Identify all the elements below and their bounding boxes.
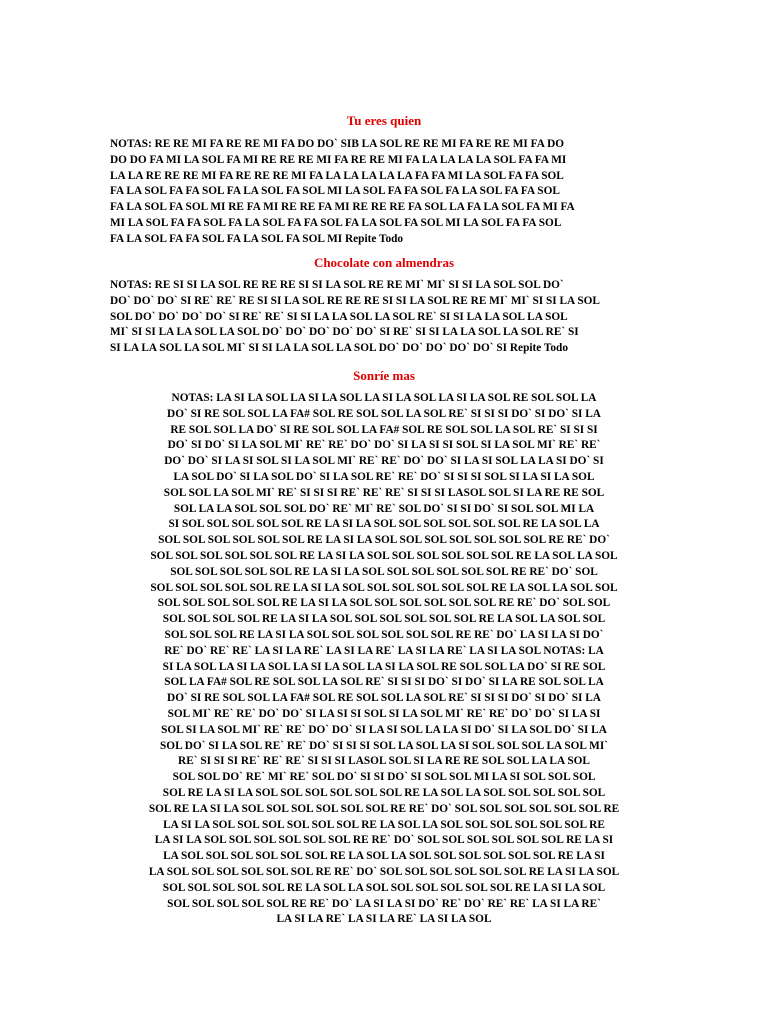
notes-line: DO` SI DO` SI LA SOL MI` RE` RE` DO` DO` SI LA SI SI SOL SI LA SOL MI` RE` RE`: [167, 439, 601, 452]
notes-line: SOL SOL SOL SOL SOL RE RE` DO` LA SI LA SI DO` RE` DO` RE` RE` LA SI LA RE`: [167, 897, 601, 910]
notes-line: SOL RE LA SI LA SOL SOL SOL SOL SOL SOL RE LA SOL LA SOL SOL SOL SOL SOL: [162, 786, 606, 799]
notes-line: FA LA SOL FA FA SOL FA LA SOL FA SOL MI LA SOL FA FA SOL FA LA SOL FA FA SOL: [110, 185, 560, 198]
notes-line: SI LA LA SOL LA SOL MI` SI SI LA LA SOL LA SOL DO` DO` DO` DO` DO` SI Repite Todo: [110, 342, 568, 355]
notes-line: DO` DO` DO` SI RE` RE` RE SI SI LA SOL RE RE RE SI SI LA SOL RE RE MI` MI` SI SI LA SOL: [110, 294, 600, 307]
song-title-tu-eres-quien: Tu eres quien: [346, 113, 422, 128]
notes-line: LA SI LA SOL SOL SOL SOL SOL SOL RE RE` DO` SOL SOL SOL SOL SOL SOL RE LA SI: [154, 834, 614, 847]
notes-line: LA SOL SOL SOL SOL SOL SOL RE RE` DO` SOL SOL SOL SOL SOL SOL RE LA SI LA SOL: [148, 865, 620, 878]
notes-line: LA SI LA SOL SOL SOL SOL SOL SOL RE LA SOL LA SOL SOL SOL SOL SOL SOL RE: [163, 818, 605, 831]
notes-line: DO` SI RE SOL SOL LA FA# SOL RE SOL SOL LA SOL RE` SI SI SI DO` SI DO` SI LA: [167, 407, 601, 420]
notes-line: SOL SOL LA SOL MI` RE` SI SI SI RE` RE` RE` SI SI SI LASOL SOL SI LA RE RE SOL: [163, 486, 605, 499]
notes-line: SOL DO` SI LA SOL RE` RE` DO` SI SI SI SOL LA SOL LA SI SOL SOL SOL LA SOL MI`: [160, 739, 608, 752]
notes-line: SOL DO` DO` DO` DO` SI RE` RE` SI SI LA LA SOL LA SOL RE` SI SI LA LA SOL LA SOL: [110, 310, 568, 323]
notes-line: LA SOL DO` SI LA SOL DO` SI LA SOL RE` RE` DO` SI SI SI SOL SI LA SI LA SOL: [173, 470, 595, 483]
notes-line: SOL SOL DO` RE` MI` RE` SOL DO` SI SI DO` SI SOL SOL MI LA SI SOL SOL SOL: [172, 771, 596, 784]
notes-line: FA LA SOL FA SOL MI RE FA MI RE RE FA MI RE RE RE FA SOL LA FA LA SOL FA MI FA: [110, 201, 575, 214]
notes-line: LA SOL SOL SOL SOL SOL SOL RE LA SOL LA SOL SOL SOL SOL SOL SOL RE LA SI: [163, 850, 605, 863]
notes-line: NOTAS: LA SI LA SOL LA SI LA SOL LA SI LA SOL LA SI LA SOL RE SOL SOL LA: [171, 392, 597, 404]
notes-line: FA LA SOL FA FA SOL FA LA SOL FA SOL MI Repite Todo: [110, 232, 404, 245]
notes-line: SOL LA FA# SOL RE SOL SOL LA SOL RE` SI SI SI DO` SI DO` SI LA RE SOL SOL LA: [164, 676, 604, 689]
notes-line: SOL SOL SOL SOL SOL SOL RE LA SI LA SOL SOL SOL SOL SOL SOL RE LA SOL LA SOL: [150, 549, 618, 562]
notes-line: SOL SI LA SOL MI` RE` RE` DO` DO` SI LA SI SOL LA LA SI DO` SI LA SOL DO` SI LA: [161, 723, 607, 736]
notes-line: NOTAS: RE SI SI LA SOL RE RE RE SI SI LA SOL RE RE MI` MI` SI SI LA SOL SOL DO`: [110, 279, 564, 291]
notes-line: DO` DO` SI LA SI SOL SI LA SOL MI` RE` RE` DO` DO` SI LA SI SOL LA LA SI DO` SI: [164, 455, 604, 468]
notes-line: SOL SOL SOL SOL SOL RE LA SI LA SOL SOL SOL SOL SOL SOL RE LA SOL LA SOL SOL: [150, 581, 618, 594]
song-notes-chocolate-con-almendras: [110, 278, 658, 357]
notes-line: SI LA SOL LA SI LA SOL LA SI LA SOL LA SI LA SOL RE SOL SOL LA DO` SI RE SOL: [162, 660, 606, 673]
notes-line: SOL SOL SOL RE LA SI LA SOL SOL SOL SOL SOL SOL RE RE` DO` LA SI LA SI DO`: [164, 628, 604, 641]
song-title-sonrie-mas: Sonríe mas: [353, 368, 415, 383]
notes-line: SI SOL SOL SOL SOL SOL RE LA SI LA SOL SOL SOL SOL SOL SOL RE LA SOL LA: [168, 518, 600, 531]
notes-line: RE` DO` RE` RE` LA SI LA RE` LA SI LA RE` LA SI LA RE` LA SI LA SOL NOTAS: LA: [164, 644, 604, 657]
notes-line: DO` SI RE SOL SOL LA FA# SOL RE SOL SOL LA SOL RE` SI SI SI DO` SI DO` SI LA: [167, 692, 601, 705]
song-title-chocolate-con-almendras: Chocolate con almendras: [313, 255, 455, 270]
song-notes-tu-eres-quien: [110, 137, 658, 248]
notes-line: SOL SOL SOL SOL SOL RE LA SI LA SOL SOL SOL SOL SOL SOL RE RE` DO` SOL SOL: [157, 597, 611, 610]
song-notes-sonrie-mas: [110, 391, 658, 928]
notes-line: SOL LA LA SOL SOL SOL DO` RE` MI` RE` SOL DO` SI SI DO` SI SOL SOL MI LA: [173, 502, 595, 515]
notes-line: SOL SOL SOL SOL SOL RE LA SI LA SOL SOL SOL SOL SOL SOL RE RE` DO` SOL: [170, 565, 598, 578]
notes-line: MI LA SOL FA FA SOL FA LA SOL FA FA SOL FA LA SOL FA SOL MI LA SOL FA FA SOL: [110, 216, 562, 229]
notes-line: LA SI LA RE` LA SI LA RE` LA SI LA SOL: [276, 913, 492, 926]
notes-line: NOTAS: RE RE MI FA RE RE MI FA DO DO` SIB LA SOL RE RE MI FA RE RE MI FA DO: [110, 138, 565, 150]
notes-line: RE SOL SOL LA DO` SI RE SOL SOL LA FA# SOL RE SOL SOL LA SOL RE` SI SI SI: [170, 423, 598, 436]
notes-line: SOL MI` RE` RE` DO` DO` SI LA SI SI SOL SI LA SOL MI` RE` RE` DO` DO` SI LA SI: [167, 707, 601, 720]
notes-line: RE` SI SI SI RE` RE` RE` SI SI SI LASOL SOL SI LA RE RE SOL SOL LA LA SOL: [178, 755, 590, 768]
notes-line: MI` SI SI LA LA SOL LA SOL DO` DO` DO` DO` DO` SI RE` SI SI LA LA SOL LA SOL RE` SI: [110, 326, 579, 339]
notes-line: DO DO FA MI LA SOL FA MI RE RE RE MI FA RE RE MI FA LA LA LA LA SOL FA FA MI: [110, 153, 567, 166]
notes-line: SOL RE LA SI LA SOL SOL SOL SOL SOL SOL RE RE` DO` SOL SOL SOL SOL SOL SOL RE: [148, 802, 620, 815]
notes-line: SOL SOL SOL SOL RE LA SI LA SOL SOL SOL SOL SOL SOL RE LA SOL LA SOL SOL: [162, 613, 606, 626]
notes-line: LA LA RE RE RE MI FA RE RE RE MI FA LA LA LA LA LA FA FA MI LA SOL FA FA SOL: [110, 169, 564, 182]
notes-line: SOL SOL SOL SOL SOL RE LA SOL LA SOL SOL SOL SOL SOL SOL RE LA SI LA SOL: [162, 881, 606, 894]
notes-line: SOL SOL SOL SOL SOL SOL RE LA SI LA SOL SOL SOL SOL SOL SOL SOL RE RE` DO`: [158, 534, 610, 547]
